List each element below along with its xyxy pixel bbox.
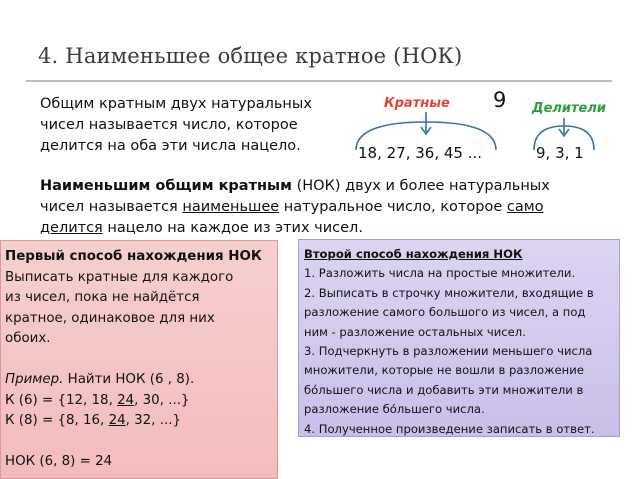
- method-one-line: из чисел, пока не найдётся: [5, 290, 200, 305]
- method-one-heading: Первый способ нахождения НОК: [5, 249, 262, 264]
- method-two-line: 3. Подчеркнуть в разложении меньшего числа: [304, 344, 593, 359]
- slide-title: 4. Наименьшее общее кратное (НОК): [38, 44, 463, 68]
- multiples-list: 18, 27, 36, 45 ...: [358, 144, 483, 162]
- method-two-line: бо́льшего числа и добавить эти множители в: [304, 382, 584, 397]
- underlined-word: наименьшее: [182, 199, 280, 215]
- method-two-line: 4. Полученное произведение записать в ответ.: [304, 421, 595, 436]
- definition-text: натуральное число, которое: [279, 199, 507, 215]
- method-two-line: разложение самого большого из чисел, а под: [304, 305, 586, 320]
- method-two-line: 2. Выписать в строчку множители, входящие в: [304, 285, 594, 300]
- lcm-answer: НОК (6, 8) = 24: [5, 454, 113, 469]
- method-two-box: [298, 239, 620, 437]
- method-two-line: разложение бо́льшего числа.: [304, 402, 485, 417]
- lcm-definition: [40, 176, 620, 239]
- lcm-term: Наименьшим общим кратным: [40, 178, 292, 194]
- definition-text: нацело на каждое из этих чисел.: [102, 220, 363, 236]
- common-multiple: 24: [108, 413, 126, 428]
- method-two-line: множители, которые не вошли в разложение: [304, 363, 584, 378]
- method-two-heading: Второй способ нахождения НОК: [304, 247, 523, 261]
- method-two-line: ним - разложение остальных чисел.: [304, 324, 526, 339]
- definition-line: делится на оба эти числа нацело.: [40, 138, 301, 154]
- method-one-line: обоих.: [5, 331, 51, 346]
- multiples-of-6: К (6) = {12, 18, 24, 30, ...}: [5, 392, 190, 408]
- method-one-line: Выписать кратные для каждого: [5, 269, 234, 285]
- underlined-word: делится: [40, 220, 103, 236]
- example-label: Пример.: [5, 372, 64, 387]
- definition-line: чисел называется число, которое: [40, 117, 298, 133]
- method-one-line: кратное, одинаковое для них: [5, 310, 215, 326]
- definition-text: чисел называется: [40, 199, 183, 215]
- definition-line: Общим кратным двух натуральных: [40, 96, 312, 112]
- base-number: 9: [493, 88, 507, 112]
- common-multiple: 24: [117, 392, 135, 408]
- method-two-line: 1. Разложить числа на простые множители.: [304, 266, 576, 281]
- method-one-box: [0, 240, 278, 479]
- example-text: Найти НОК (6 , 8).: [63, 372, 195, 387]
- definition-text: (НОК) двух и более натуральных: [291, 178, 550, 194]
- multiples-label: Кратные: [384, 96, 450, 111]
- underlined-word: само: [506, 199, 544, 215]
- multiples-divisors-diagram: [350, 88, 620, 174]
- example-line: [5, 370, 277, 391]
- multiples-of-8: К (8) = {8, 16, 24, 32, ...}: [5, 413, 181, 428]
- divisors-list: 9, 3, 1: [536, 144, 584, 162]
- divisors-label: Делители: [532, 101, 607, 116]
- common-multiple-definition: [40, 94, 340, 157]
- title-underline: [26, 80, 612, 82]
